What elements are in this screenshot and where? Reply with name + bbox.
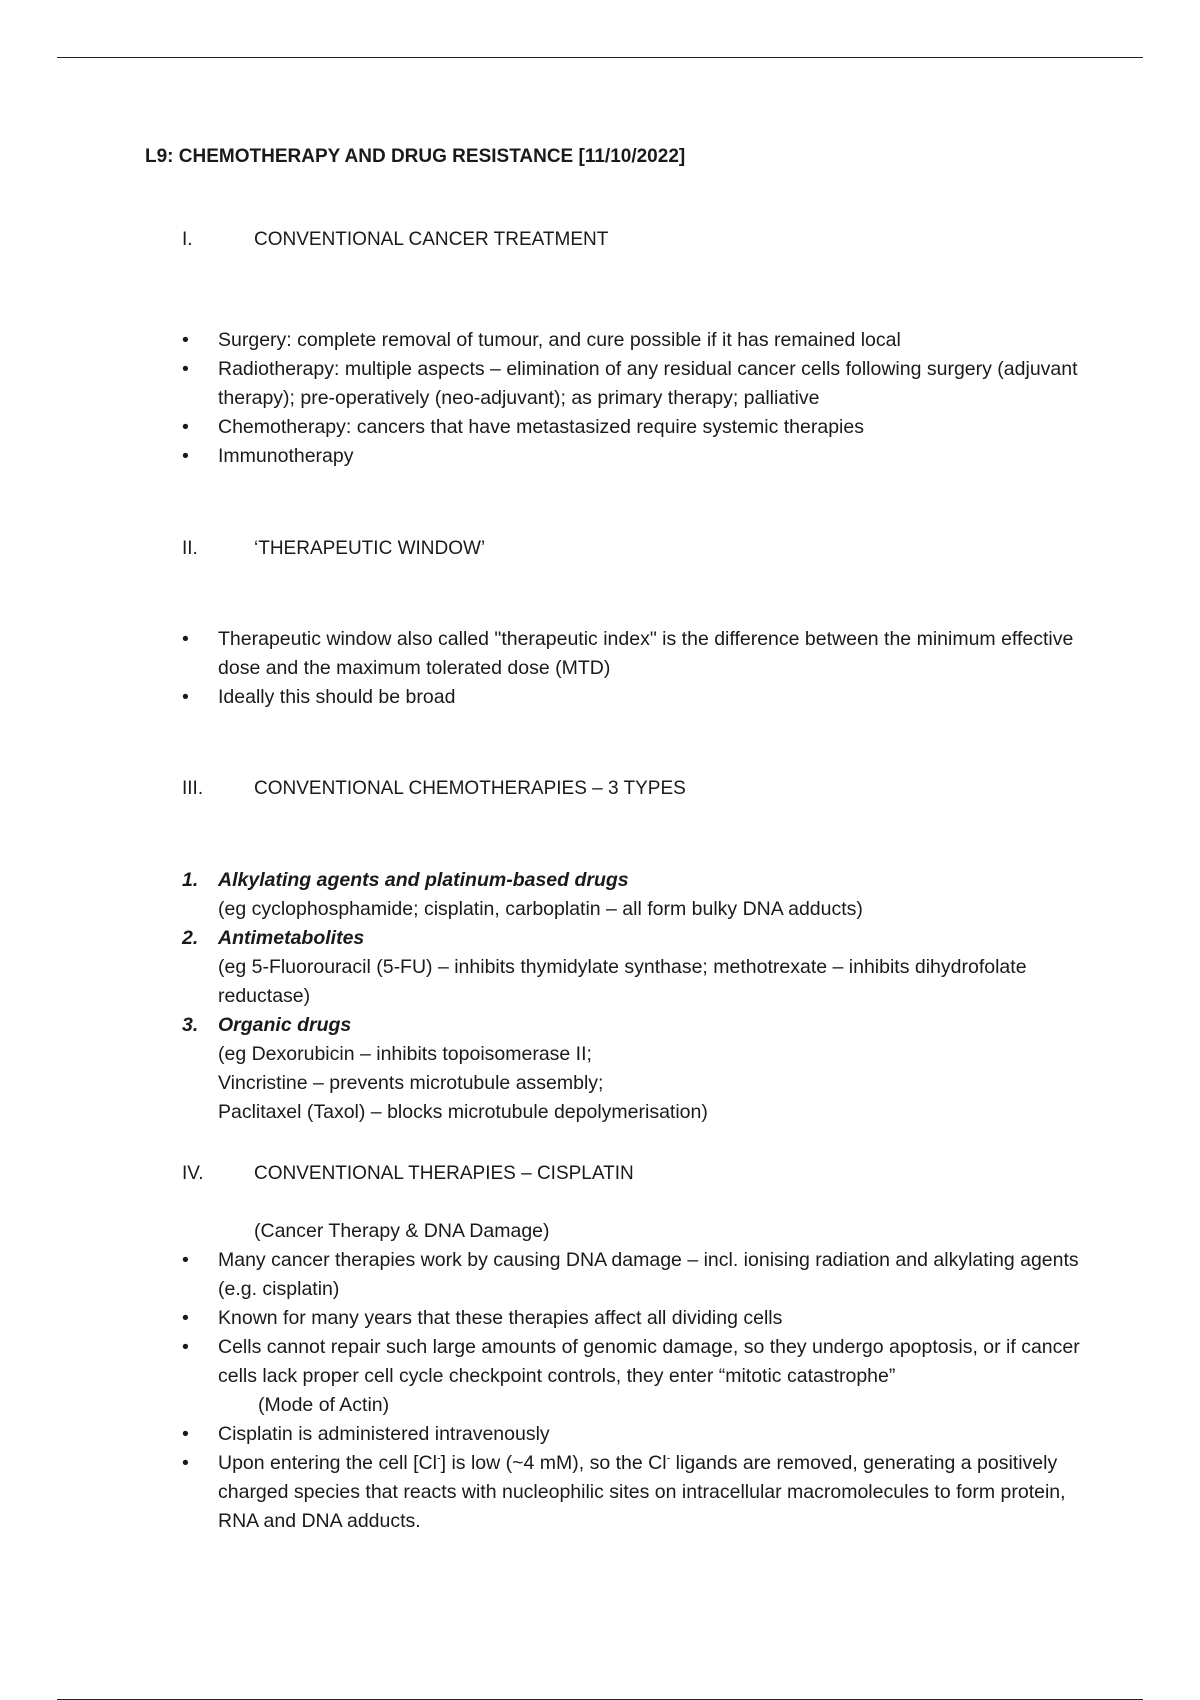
list-item: • Ideally this should be broad xyxy=(182,683,1082,712)
cisplatin-mechanism-text: Upon entering the cell [Cl-] is low (~4 mM), so the Cl- ligands are removed, generating a positively charged species that reacts with nucleophilic sites on intracellular macromolecules to form protein, RNA and DNA adducts. xyxy=(218,1452,1066,1532)
section-heading-text: CONVENTIONAL THERAPIES – CISPLATIN xyxy=(254,1163,634,1184)
list-item: • Cisplatin is administered intravenously xyxy=(182,1420,1082,1449)
list-item xyxy=(182,866,1082,924)
list-item: • Immunotherapy xyxy=(182,442,1082,471)
list-number: 3. xyxy=(182,1014,199,1036)
section-heading-text: CONVENTIONAL CHEMOTHERAPIES – 3 TYPES xyxy=(254,778,686,799)
drug-class-examples: (eg cyclophosphamide; cisplatin, carboplatin – all form bulky DNA adducts) xyxy=(218,898,863,920)
list-number: 1. xyxy=(182,869,199,891)
list-item: • Chemotherapy: cancers that have metastasized require systemic therapies xyxy=(182,413,1082,442)
list-item: • Known for many years that these therapies affect all dividing cells xyxy=(182,1304,1082,1333)
drug-class-examples: (eg 5-Fluorouracil (5-FU) – inhibits thymidylate synthase; methotrexate – inhibits dihydrofolate reductase) xyxy=(218,956,1027,1007)
bullet-icon xyxy=(182,1304,218,1333)
bullet-icon xyxy=(182,1333,218,1362)
list-item: • Surgery: complete removal of tumour, and cure possible if it has remained local xyxy=(182,326,1082,355)
bullet-icon xyxy=(182,1246,218,1275)
drug-class-name: Organic drugs xyxy=(218,1014,352,1036)
list-item: • Therapeutic window also called "therapeutic index" is the difference between the minimum effective dose and the maximum tolerated dose (MTD) xyxy=(182,625,1082,683)
list-item xyxy=(182,1449,1082,1536)
drug-class-name: Alkylating agents and platinum-based drugs xyxy=(218,869,629,891)
drug-class-name: Antimetabolites xyxy=(218,927,365,949)
list-item xyxy=(182,1011,1082,1127)
list-item: • Radiotherapy: multiple aspects – elimination of any residual cancer cells following surgery (adjuvant therapy); pre-operatively (neo-adjuvant); as primary therapy; palliative xyxy=(182,355,1082,413)
section-heading-text: CONVENTIONAL CANCER TREATMENT xyxy=(254,229,609,250)
section-numeral: III. xyxy=(182,778,204,799)
bullet-list-4b xyxy=(182,1420,1082,1536)
list-item: • Cells cannot repair such large amounts of genomic damage, so they undergo apoptosis, or if cancer cells lack proper cell cycle checkpoint controls, they enter “mitotic catastrophe” xyxy=(182,1333,1082,1391)
document-title: L9: CHEMOTHERAPY AND DRUG RESISTANCE [11/10/2022] xyxy=(145,146,686,167)
bullet-list-2 xyxy=(182,625,1082,712)
section-numeral: IV. xyxy=(182,1163,204,1184)
bullet-icon xyxy=(182,1449,218,1478)
bullet-icon xyxy=(182,1420,218,1449)
section-numeral: II. xyxy=(182,538,198,559)
bullet-icon xyxy=(182,326,218,355)
drug-class-examples: Paclitaxel (Taxol) – blocks microtubule depolymerisation) xyxy=(218,1101,708,1123)
list-item: • Many cancer therapies work by causing DNA damage – incl. ionising radiation and alkylating agents (e.g. cisplatin) xyxy=(182,1246,1082,1304)
section-heading-3 xyxy=(182,778,686,800)
header-rule xyxy=(57,57,1143,58)
numbered-list xyxy=(182,866,1082,1127)
bullet-icon xyxy=(182,625,218,654)
bullet-list-1 xyxy=(182,326,1082,471)
list-number: 2. xyxy=(182,927,199,949)
bullet-list-4 xyxy=(182,1246,1082,1391)
subheading-dna-damage: (Cancer Therapy & DNA Damage) xyxy=(254,1220,550,1242)
section-numeral: I. xyxy=(182,229,193,250)
section-heading-text: ‘THERAPEUTIC WINDOW’ xyxy=(254,538,486,559)
drug-class-examples: Vincristine – prevents microtubule assembly; xyxy=(218,1072,604,1094)
section-heading-2 xyxy=(182,538,485,560)
drug-class-examples: (eg Dexorubicin – inhibits topoisomerase II; xyxy=(218,1043,592,1065)
subheading-mode-of-action: (Mode of Actin) xyxy=(258,1394,390,1416)
list-item xyxy=(182,924,1082,1011)
bullet-icon xyxy=(182,413,218,442)
section-heading-1 xyxy=(182,229,608,251)
section-heading-4 xyxy=(182,1163,634,1185)
bullet-icon xyxy=(182,683,218,712)
bullet-icon xyxy=(182,442,218,471)
bullet-icon xyxy=(182,355,218,384)
